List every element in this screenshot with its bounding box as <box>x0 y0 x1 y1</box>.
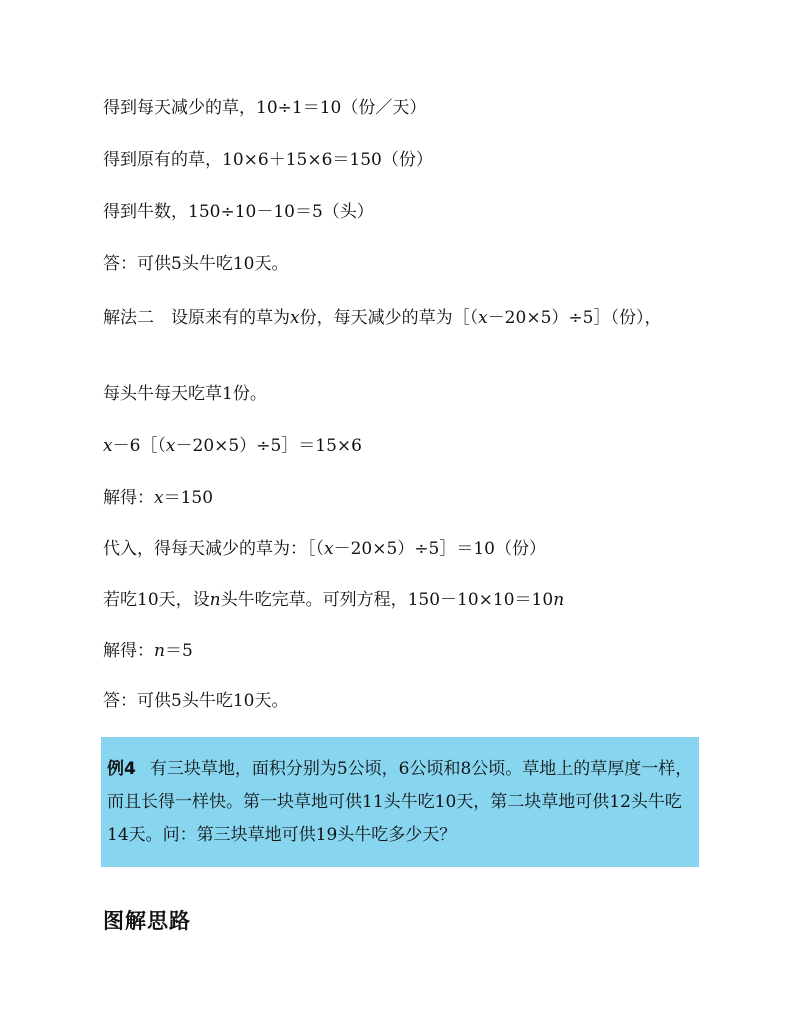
solve2-label: 解得： <box>103 641 154 661</box>
equation-text-b: －20×5）÷5］＝15×6 <box>175 436 362 456</box>
solve-label: 解得： <box>103 488 154 508</box>
solve2-value: ＝5 <box>164 641 193 661</box>
variable-n: n <box>209 590 221 610</box>
variable-x: x <box>103 436 113 456</box>
solution2-intro-text-b: 份，每天减少的草为［（ <box>299 308 479 328</box>
example4-box <box>101 737 699 867</box>
variable-n: n <box>154 641 165 661</box>
solution2-if-eat-ten-days <box>103 588 703 613</box>
solution2-intro-text-a: 解法二 设原来有的草为 <box>103 308 290 328</box>
substitute-text-a: 代入，得每天减少的草为：［（ <box>103 539 324 559</box>
solve-value: ＝150 <box>163 488 214 508</box>
example4-label: 例4 <box>107 759 136 779</box>
if-eat-text-a: 若吃10天，设 <box>103 590 210 610</box>
example4-content <box>107 753 693 852</box>
solution1-line-original-grass: 得到原有的草，10×6＋15×6＝150（份） <box>103 150 433 170</box>
variable-x: x <box>290 308 300 328</box>
equation-text-a: －6［（ <box>112 436 166 456</box>
solution1-answer: 答：可供5头牛吃10天。 <box>103 254 289 274</box>
example4-problem-text: 有三块草地，面积分别为5公顷，6公顷和8公顷。草地上的草厚度一样，而且长得一样快。第一块草地可供11头牛吃10天，第二块草地可供12头牛吃14天。问：第三块草地可供19头牛吃多少天？ <box>107 759 693 845</box>
if-eat-text-b: 头牛吃完草。可列方程，150－10×10＝10 <box>220 590 554 610</box>
solution2-per-cow: 每头牛每天吃草1份。 <box>103 384 267 404</box>
variable-x: x <box>165 436 176 456</box>
section-heading-diagram-approach: 图解思路 <box>103 909 191 933</box>
variable-x: x <box>154 488 164 508</box>
solution2-equation <box>103 434 703 459</box>
solution1-line-cow-count: 得到牛数，150÷10－10＝5（头） <box>103 202 374 222</box>
solution2-intro-text-c: －20×5）÷5］（份）， <box>487 308 662 328</box>
variable-x: x <box>324 539 334 559</box>
substitute-text-b: －20×5）÷5］＝10（份） <box>333 539 546 559</box>
solution2-answer: 答：可供5头牛吃10天。 <box>103 691 289 711</box>
solution2-solve-n <box>103 639 703 664</box>
solution2-substitute <box>103 537 703 562</box>
variable-x: x <box>478 308 488 328</box>
solution2-solve-x <box>103 486 703 511</box>
solution2-intro <box>103 302 703 334</box>
variable-n: n <box>553 590 565 610</box>
solution1-line-daily-decrease: 得到每天减少的草，10÷1＝10（份／天） <box>103 98 427 118</box>
